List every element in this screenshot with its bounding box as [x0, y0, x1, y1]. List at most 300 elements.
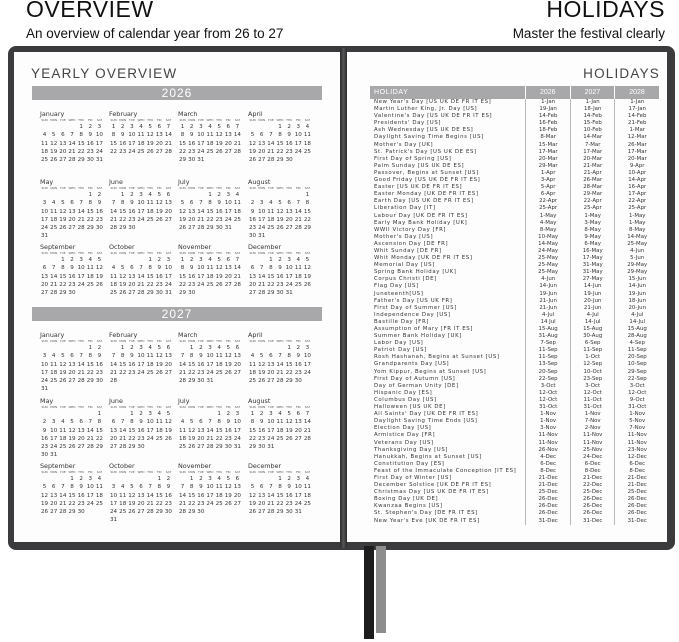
blank-day	[40, 123, 49, 131]
day-number: 23	[119, 148, 127, 155]
day-number: 22	[179, 148, 187, 155]
day-number: 15	[146, 273, 154, 280]
day-number: 10	[294, 484, 302, 491]
day-number: 10	[197, 265, 205, 272]
weekday-label: MON	[119, 470, 127, 474]
day-number: 30	[285, 157, 293, 164]
blank-day	[40, 256, 49, 264]
date-2026: 7-Sep	[525, 340, 570, 347]
holiday-row	[370, 283, 659, 290]
day-number: 28	[164, 148, 172, 155]
day-number: 28	[77, 225, 85, 232]
day-number: 3	[111, 484, 116, 491]
day-number: 28	[197, 225, 205, 232]
day-number: 11	[249, 361, 257, 368]
day-number: 11	[95, 484, 103, 491]
weekday-label: SUN	[249, 470, 256, 474]
date-2027: 10-Oct	[570, 369, 615, 376]
month-calendar	[248, 331, 312, 385]
day-number: 30	[137, 444, 145, 451]
day-number: 7	[259, 265, 264, 272]
day-number: 9	[250, 208, 255, 215]
overview-subtitle: An overview of calendar year from 26 to 27	[26, 26, 284, 41]
day-number: 22	[276, 500, 284, 507]
day-number: 18	[86, 273, 94, 280]
date-2026: 14-Jun	[525, 283, 570, 290]
holiday-name: Palm Sunday [US UK DE ES]	[374, 162, 465, 169]
day-number: 7	[269, 132, 273, 139]
date-2028: 26-Dec	[614, 510, 659, 517]
day-number: 8	[120, 353, 125, 360]
day-number: 23	[137, 435, 145, 442]
blank-day	[248, 475, 257, 483]
day-number: 3	[269, 411, 273, 417]
day-number: 27	[128, 290, 136, 297]
weekday-label: TUE	[59, 118, 66, 122]
weekday-label: MON	[188, 251, 196, 255]
date-2026: 20-Sep	[525, 369, 570, 376]
day-number: 30	[197, 509, 205, 516]
date-2028: 3-Oct	[614, 383, 659, 390]
weekday-label: WED	[68, 339, 76, 343]
day-number: 26	[276, 225, 284, 232]
day-number: 6	[111, 419, 116, 426]
day-number: 11	[215, 484, 223, 491]
day-number: 4	[42, 132, 47, 139]
date-2028: 14-Jul	[614, 319, 659, 326]
month-calendar	[40, 178, 104, 241]
day-number: 20	[110, 435, 118, 442]
year-bar-2026: 2026	[32, 86, 322, 100]
day-number: 12	[59, 208, 67, 215]
day-number: 19	[188, 435, 196, 442]
weekday-label: SAT	[304, 186, 311, 190]
day-number: 7	[235, 257, 240, 263]
date-2027: 21-Jun	[570, 305, 615, 312]
weekday-label: MON	[258, 339, 266, 343]
month-days	[248, 475, 312, 516]
day-number: 17	[86, 492, 94, 499]
month-calendar	[109, 462, 173, 525]
date-2028: 11-Sep	[614, 347, 659, 354]
weekday-label: MON	[258, 118, 266, 122]
blank-day	[187, 410, 196, 418]
date-2027: 22-Apr	[570, 198, 615, 205]
day-number: 26	[68, 444, 76, 451]
date-2028: 29-May	[614, 262, 659, 269]
day-number: 15	[86, 208, 94, 215]
day-number: 7	[305, 411, 310, 417]
day-number: 25	[249, 378, 257, 385]
day-number: 1	[88, 192, 93, 198]
date-2027: 31-May	[570, 262, 615, 269]
day-number: 1	[189, 345, 194, 351]
holiday-row	[370, 397, 659, 404]
month-days	[248, 123, 312, 164]
blank-day	[49, 123, 58, 131]
holiday-row	[370, 106, 659, 113]
holiday-name: Daylight Saving Time Begins [US]	[374, 134, 484, 141]
month-name: December	[248, 462, 282, 470]
holiday-row	[370, 163, 659, 170]
blank-day	[257, 256, 266, 264]
day-number: 18	[303, 492, 311, 499]
weekday-label: SAT	[304, 470, 311, 474]
day-number: 22	[206, 216, 214, 223]
month-days	[178, 123, 242, 164]
day-number: 21	[303, 427, 311, 434]
day-number: 20	[137, 500, 145, 507]
day-number: 8	[180, 265, 185, 272]
day-number: 4	[269, 200, 273, 207]
holiday-row	[370, 376, 659, 383]
month-name: August	[248, 397, 271, 405]
holiday-name: Presidents' Day [US]	[374, 120, 442, 127]
day-number: 8	[278, 484, 282, 491]
blank-day	[196, 191, 205, 199]
day-number: 3	[208, 476, 212, 482]
date-2027: 22-Dec	[570, 482, 615, 489]
day-number: 8	[148, 265, 152, 272]
date-2026: 1-Nov	[525, 418, 570, 425]
weekday-label: WED	[206, 251, 214, 255]
day-number: 18	[179, 435, 187, 442]
blank-day	[86, 410, 95, 418]
day-number: 26	[50, 157, 58, 164]
day-number: 29	[68, 509, 76, 516]
day-number: 11	[179, 427, 187, 434]
day-number: 18	[50, 216, 58, 223]
holiday-row	[370, 333, 659, 340]
month-days	[178, 191, 242, 232]
holiday-name: Labor Day [US]	[374, 340, 424, 347]
day-number: 27	[110, 444, 118, 451]
day-number: 17	[233, 427, 241, 434]
day-number: 11	[41, 140, 49, 147]
date-2026: 11-Nov	[525, 432, 570, 439]
day-number: 30	[224, 444, 232, 451]
day-number: 3	[130, 124, 134, 130]
day-number: 1	[120, 345, 125, 351]
day-number: 28	[50, 290, 58, 297]
date-2028: 8-May	[614, 227, 659, 234]
day-number: 6	[199, 419, 203, 426]
day-number: 16	[128, 361, 136, 368]
weekday-label: MON	[258, 186, 266, 190]
blank-day	[178, 344, 187, 352]
day-number: 15	[267, 273, 275, 280]
day-number: 22	[155, 500, 163, 507]
day-number: 25	[50, 225, 58, 232]
day-number: 14	[267, 140, 275, 147]
day-number: 18	[137, 140, 145, 147]
day-number: 16	[197, 492, 205, 499]
day-number: 7	[51, 265, 56, 272]
day-number: 30	[41, 452, 49, 459]
weekday-label: MON	[50, 186, 58, 190]
day-number: 21	[164, 140, 172, 147]
date-2027: 6-Sep	[570, 340, 615, 347]
weekday-label: THU	[147, 186, 154, 190]
day-number: 5	[180, 200, 185, 207]
date-2026: 19-Jun	[525, 291, 570, 298]
blank-day	[146, 475, 155, 483]
weekday-label: THU	[286, 339, 293, 343]
date-2027: 31-May	[570, 269, 615, 276]
day-number: 11	[50, 208, 58, 215]
date-2026: 17-Mar	[525, 149, 570, 156]
month-calendar	[178, 462, 242, 516]
day-number: 21	[110, 369, 118, 376]
weekday-label: TUE	[197, 470, 204, 474]
day-number: 4	[97, 476, 102, 482]
day-number: 16	[128, 208, 136, 215]
blank-day	[40, 344, 49, 352]
day-number: 19	[303, 273, 311, 280]
blank-day	[178, 475, 187, 483]
day-number: 8	[305, 200, 310, 207]
day-number: 1	[278, 476, 282, 482]
holiday-name: First Day of Summer [US]	[374, 304, 457, 311]
date-2028: 21-Dec	[614, 482, 659, 489]
day-number: 5	[226, 345, 231, 351]
month-name: June	[109, 178, 123, 186]
day-number: 15	[59, 273, 67, 280]
weekday-label: THU	[216, 339, 223, 343]
day-number: 3	[208, 345, 212, 351]
day-number: 25	[110, 290, 118, 297]
day-number: 28	[276, 378, 284, 385]
day-number: 6	[61, 132, 65, 139]
weekday-label: SAT	[165, 470, 172, 474]
holiday-row	[370, 312, 659, 319]
day-number: 14	[258, 273, 266, 280]
weekday-label: THU	[286, 186, 293, 190]
weekday-label: MON	[188, 405, 196, 409]
day-number: 10	[294, 132, 302, 139]
month-calendar	[178, 331, 242, 385]
date-2026: 21-Jun	[525, 298, 570, 305]
day-number: 12	[215, 265, 223, 272]
day-number: 4	[88, 257, 93, 263]
blank-day	[266, 344, 275, 352]
day-number: 7	[148, 484, 152, 491]
blank-day	[109, 256, 118, 264]
weekday-label: WED	[206, 339, 214, 343]
day-number: 14	[303, 419, 311, 426]
day-number: 6	[139, 484, 143, 491]
day-number: 1	[269, 257, 273, 263]
day-number: 10	[128, 132, 136, 139]
blank-day	[136, 475, 145, 483]
holiday-row	[370, 156, 659, 163]
day-number: 22	[119, 216, 127, 223]
day-number: 14	[206, 427, 214, 434]
day-number: 14	[110, 361, 118, 368]
day-number: 5	[157, 345, 162, 351]
day-number: 18	[206, 273, 214, 280]
holiday-row	[370, 475, 659, 482]
blank-day	[266, 475, 275, 483]
weekday-label: THU	[286, 251, 293, 255]
day-number: 7	[208, 419, 212, 426]
blank-day	[187, 191, 196, 199]
day-number: 11	[215, 353, 223, 360]
date-2027: 18-Jan	[570, 106, 615, 113]
blank-day	[49, 410, 58, 418]
day-number: 28	[77, 378, 85, 385]
day-number: 8	[189, 484, 194, 491]
day-number: 29	[146, 290, 154, 297]
weekday-label: THU	[78, 405, 85, 409]
day-number: 5	[226, 476, 231, 482]
month-name: March	[178, 331, 198, 339]
day-number: 17	[294, 492, 302, 499]
day-number: 5	[287, 411, 291, 417]
date-2026: 6-Dec	[525, 461, 570, 468]
date-2028: 17-Mar	[614, 149, 659, 156]
weekday-label: MON	[50, 470, 58, 474]
day-number: 5	[217, 257, 221, 263]
holiday-name: Kwanzaa Begins [US]	[374, 503, 443, 510]
blank-day	[77, 191, 86, 199]
day-number: 7	[180, 484, 185, 491]
day-number: 8	[287, 353, 291, 360]
day-number: 15	[68, 492, 76, 499]
day-number: 18	[110, 281, 118, 288]
day-number: 19	[276, 216, 284, 223]
weekday-label: SUN	[179, 470, 186, 474]
weekday-label: MON	[188, 186, 196, 190]
day-number: 2	[287, 476, 291, 482]
weekday-label: FRI	[88, 251, 93, 255]
date-2027: 17-Mar	[570, 149, 615, 156]
day-number: 15	[188, 361, 196, 368]
day-number: 26	[41, 509, 49, 516]
day-number: 16	[164, 492, 172, 499]
weekday-label: WED	[137, 186, 145, 190]
day-number: 29	[267, 290, 275, 297]
day-number: 25	[303, 148, 311, 155]
holiday-name: Passover, Begins at Sunset [US]	[374, 169, 479, 176]
day-number: 27	[68, 225, 76, 232]
day-number: 5	[42, 484, 47, 491]
month-calendar	[248, 243, 312, 297]
blank-day	[67, 123, 76, 131]
blank-day	[285, 191, 294, 199]
weekday-label: SAT	[304, 339, 311, 343]
day-number: 30	[294, 378, 302, 385]
day-number: 2	[278, 257, 282, 263]
weekday-label: MON	[188, 118, 196, 122]
blank-day	[118, 410, 127, 418]
holiday-row	[370, 220, 659, 227]
date-2026: 29-Mar	[525, 163, 570, 170]
holiday-name: Earth Day [US UK DE FR IT ES]	[374, 198, 474, 205]
date-2028: 21-Dec	[614, 475, 659, 482]
month-days	[40, 475, 104, 516]
date-2027: 7-Mar	[570, 142, 615, 149]
day-number: 29	[206, 225, 214, 232]
day-number: 21	[77, 216, 85, 223]
day-number: 19	[285, 427, 293, 434]
holiday-row	[370, 113, 659, 120]
day-number: 24	[146, 435, 154, 442]
day-number: 2	[166, 476, 171, 482]
day-number: 30	[68, 290, 76, 297]
day-number: 25	[179, 444, 187, 451]
day-number: 5	[278, 200, 282, 207]
day-number: 28	[233, 148, 241, 155]
day-number: 9	[97, 200, 102, 207]
blank-day	[109, 191, 118, 199]
blank-day	[109, 410, 118, 418]
weekday-label: WED	[68, 405, 76, 409]
day-number: 29	[179, 290, 187, 297]
holiday-name: Feast of the Immaculate Conception [IT ES]	[374, 467, 517, 474]
day-number: 22	[179, 281, 187, 288]
day-number: 8	[70, 484, 74, 491]
holiday-name: Rosh Hashanah, Begins at Sunset [US]	[374, 354, 500, 361]
day-number: 8	[61, 265, 65, 272]
day-number: 10	[224, 200, 232, 207]
day-number: 20	[233, 361, 241, 368]
day-number: 24	[86, 500, 94, 507]
day-number: 1	[287, 345, 291, 351]
date-2026: 4-Jun	[525, 276, 570, 283]
month-name: January	[40, 110, 65, 118]
weekday-label: SAT	[96, 339, 103, 343]
day-number: 17	[206, 492, 214, 499]
day-number: 30	[249, 233, 257, 240]
day-number: 1	[250, 411, 255, 417]
day-number: 19	[41, 500, 49, 507]
holiday-name: Easter [US UK DE FR IT ES]	[374, 184, 463, 191]
day-number: 4	[250, 353, 255, 360]
day-number: 14	[276, 361, 284, 368]
date-2028: 11-Nov	[614, 440, 659, 447]
weekday-label: FRI	[296, 470, 301, 474]
date-2028: 1-Nov	[614, 411, 659, 418]
day-number: 16	[41, 435, 49, 442]
day-number: 10	[206, 353, 214, 360]
day-number: 15	[276, 492, 284, 499]
day-number: 19	[128, 500, 136, 507]
day-number: 12	[224, 353, 232, 360]
day-number: 7	[111, 353, 116, 360]
date-2028: 4-Sep	[614, 340, 659, 347]
day-number: 11	[206, 132, 214, 139]
day-number: 20	[164, 361, 172, 368]
month-calendar	[178, 243, 242, 297]
day-number: 15	[303, 208, 311, 215]
date-2028: 19-Jun	[614, 291, 659, 298]
day-number: 6	[166, 192, 171, 198]
day-number: 29	[179, 157, 187, 164]
date-2026: 25-Apr	[525, 205, 570, 212]
day-number: 31	[110, 517, 118, 524]
day-number: 28	[110, 378, 118, 385]
blank-day	[40, 475, 49, 483]
day-number: 5	[250, 484, 255, 491]
date-2027: 29-Mar	[570, 191, 615, 198]
date-2028: 28-Aug	[614, 333, 659, 340]
day-number: 4	[278, 411, 282, 417]
day-number: 30	[197, 378, 205, 385]
day-number: 14	[110, 208, 118, 215]
month-name: November	[178, 243, 212, 251]
day-number: 15	[95, 427, 103, 434]
